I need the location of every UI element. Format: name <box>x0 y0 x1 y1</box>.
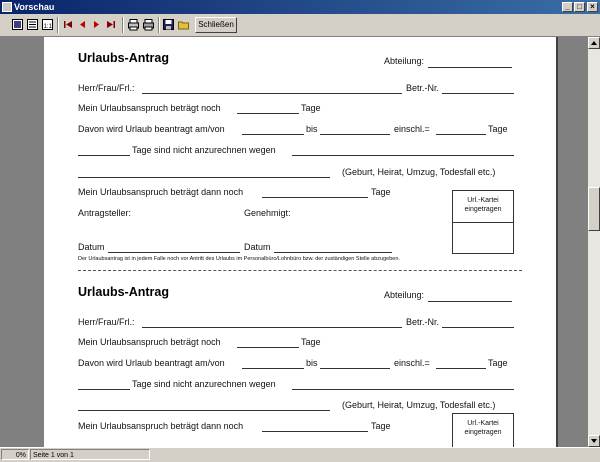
preview-viewport[interactable] <box>0 37 588 447</box>
vertical-scrollbar[interactable] <box>588 37 600 447</box>
save-icon[interactable] <box>162 18 175 31</box>
anspruch-noch-label: Mein Urlaubsanspruch beträgt noch <box>78 103 221 113</box>
preview-page <box>44 37 558 447</box>
form-heading: Urlaubs-Antrag <box>78 285 169 299</box>
scroll-up-button[interactable] <box>588 37 600 49</box>
abteilung-label: Abteilung: <box>384 56 425 66</box>
betr-nr-label: Betr.-Nr. <box>406 83 440 93</box>
footnote: Der Urlaubsantrag ist in jedem Falle noch vor Antritt des Urlaubs im Personalbüro/Lohnbüro bzw. der zuständigen Stelle abzugeben. <box>78 256 400 262</box>
anspruch-dann-label: Mein Urlaubsanspruch beträgt dann noch <box>78 187 244 197</box>
tage-label: Tage <box>488 124 508 134</box>
genehmigt-label: Genehmigt: <box>244 208 291 218</box>
name-label: Herr/Frau/Frl.: <box>78 317 135 327</box>
print-setup-icon[interactable] <box>142 18 155 31</box>
datum-label: Datum <box>244 242 271 252</box>
tage-label: Tage <box>301 103 321 113</box>
next-page-icon[interactable] <box>90 18 103 31</box>
form-heading: Urlaubs-Antrag <box>78 51 169 65</box>
open-folder-icon[interactable] <box>177 18 190 31</box>
previous-page-icon[interactable] <box>76 18 89 31</box>
toolbar <box>0 14 600 37</box>
last-page-icon[interactable] <box>104 18 117 31</box>
davon-label: Davon wird Urlaub beantragt am/von <box>78 124 225 134</box>
einschl-label: einschl.= <box>394 358 430 368</box>
close-window-button[interactable]: × <box>587 2 598 12</box>
anspruch-dann-label: Mein Urlaubsanspruch beträgt dann noch <box>78 421 244 431</box>
whole-page-view-button[interactable] <box>11 18 24 31</box>
url-kartei-label: Url.-Kartei eingetragen <box>464 197 502 213</box>
zoom-status: 0% <box>1 449 29 460</box>
antragsteller-label: Antragsteller: <box>78 208 132 218</box>
gruende-label: (Geburt, Heirat, Umzug, Todesfall etc.) <box>342 400 496 410</box>
abteilung-label: Abteilung: <box>384 290 425 300</box>
bis-label: bis <box>306 124 318 134</box>
name-label: Herr/Frau/Frl.: <box>78 83 135 93</box>
minimize-button[interactable]: _ <box>562 2 573 12</box>
svg-text:1:1: 1:1 <box>43 24 52 30</box>
title-bar <box>0 0 600 14</box>
print-icon[interactable] <box>127 18 140 31</box>
einschl-label: einschl.= <box>394 124 430 134</box>
zoom-100-button[interactable] <box>41 18 54 31</box>
window-title: Vorschau <box>14 2 55 12</box>
tage-label: Tage <box>301 337 321 347</box>
nicht-anzurechnen-label: Tage sind nicht anzurechnen wegen <box>132 379 276 389</box>
gruende-label: (Geburt, Heirat, Umzug, Todesfall etc.) <box>342 167 496 177</box>
url-kartei-label: Url.-Kartei eingetragen <box>464 420 502 436</box>
anspruch-noch-label: Mein Urlaubsanspruch beträgt noch <box>78 337 221 347</box>
tage-label: Tage <box>371 187 391 197</box>
app-icon <box>2 2 12 12</box>
scroll-thumb[interactable] <box>588 187 600 231</box>
maximize-button[interactable]: □ <box>574 2 585 12</box>
bis-label: bis <box>306 358 318 368</box>
status-bar <box>0 447 600 462</box>
tage-label: Tage <box>488 358 508 368</box>
nicht-anzurechnen-label: Tage sind nicht anzurechnen wegen <box>132 145 276 155</box>
first-page-icon[interactable] <box>62 18 75 31</box>
datum-label: Datum <box>78 242 105 252</box>
close-preview-button[interactable]: Schließen <box>195 17 237 33</box>
page-status: Seite 1 von 1 <box>30 449 150 460</box>
tage-label: Tage <box>371 421 391 431</box>
betr-nr-label: Betr.-Nr. <box>406 317 440 327</box>
davon-label: Davon wird Urlaub beantragt am/von <box>78 358 225 368</box>
cut-line <box>78 270 522 271</box>
scroll-down-button[interactable] <box>588 435 600 447</box>
page-width-view-button[interactable] <box>26 18 39 31</box>
